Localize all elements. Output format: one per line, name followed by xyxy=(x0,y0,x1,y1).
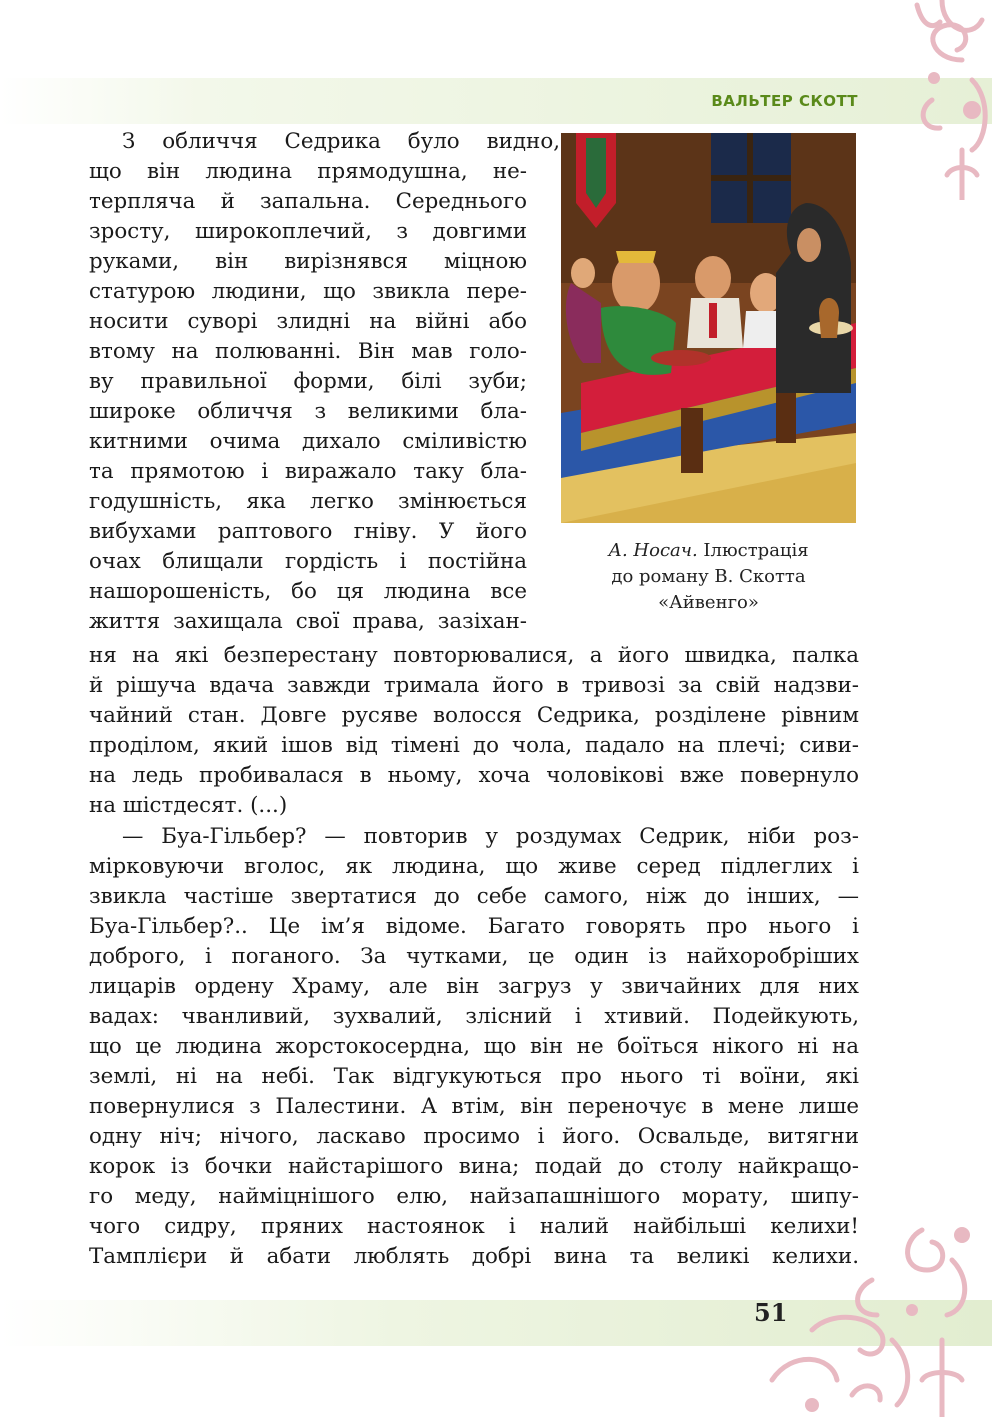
text-line: годушність, яка легко змінюється xyxy=(89,489,527,514)
caption-line-2: до роману В. Скотта xyxy=(611,566,806,587)
text-line: що він людина прямодушна, не- xyxy=(89,159,527,184)
caption-author: А. Носач. xyxy=(608,540,698,561)
text-line: терпляча й запальна. Середнього xyxy=(89,189,527,214)
text-line: зросту, широкоплечий, з довгими xyxy=(89,219,527,244)
text-line: вадах: чванливий, зухвалий, злісний і хтивий. Подейкують, xyxy=(89,1004,859,1029)
text-line: ня на які безперестану повторювалися, а його швидка, палка xyxy=(89,643,859,668)
ornament-bottom-icon xyxy=(752,1220,992,1417)
text-line: чайний стан. Довге русяве волосся Седрика, розділене рівним xyxy=(89,703,859,728)
text-line: корок із бочки найстарішого вина; подай до столу найкращо- xyxy=(89,1154,859,1179)
text-line: Тамплієри й абати люблять добрі вина та великі келихи. xyxy=(89,1244,859,1269)
text-line: лицарів ордену Храму, але він загруз у звичайних для них xyxy=(89,974,859,999)
text-line: й рішуча вдача завжди тримала його в тривозі за свій надзви- xyxy=(89,673,859,698)
text-line: чого сидру, пряних настоянок і налий найбільші келихи! xyxy=(89,1214,859,1239)
text-line: життя захищала свої права, зазіхан- xyxy=(89,609,527,634)
text-line: проділом, який ішов від тімені до чола, падало на плечі; сиви- xyxy=(89,733,859,758)
text-line: землі, ні на небі. Так відгукуються про нього ті воїни, які xyxy=(89,1064,859,1089)
text-line: втому на полюванні. Він мав голо- xyxy=(89,339,527,364)
running-head: ВАЛЬТЕР СКОТТ xyxy=(711,92,858,110)
paragraph-1-narrow xyxy=(89,127,859,637)
text-line: на шістдесят. (...) xyxy=(89,793,288,818)
text-line: доброго, і поганого. За чутками, це один із найхоробріших xyxy=(89,944,859,969)
text-line: та прямотою і виражало таку бла- xyxy=(89,459,527,484)
text-line: Буа-Гільбер?.. Це ім’я відоме. Багато говорять про нього і xyxy=(89,914,859,939)
text-line: звикла частіше звертатися до себе самого, ніж до інших, — xyxy=(89,884,859,909)
paragraph-1-wide xyxy=(89,641,859,821)
text-line: що це людина жорстокосердна, що він не боїться нікого ні на xyxy=(89,1034,859,1059)
caption-line-3: «Айвенго» xyxy=(658,592,759,613)
text-line: нашорошеність, бо ця людина все xyxy=(89,579,527,604)
text-line: очах блищали гордість і постійна xyxy=(89,549,527,574)
page-number: 51 xyxy=(754,1298,788,1327)
text-line: ву правильної форми, білі зуби; xyxy=(89,369,527,394)
text-line: китними очима дихало сміливістю xyxy=(89,429,527,454)
text-line: — Буа-Гільбер? — повторив у роздумах Седрик, ніби роз- xyxy=(122,824,859,849)
text-line: носити суворі злидні на війні або xyxy=(89,309,527,334)
text-line: вибухами раптового гніву. У його xyxy=(89,519,527,544)
paragraph-2 xyxy=(89,822,859,1272)
text-line: повернулися з Палестини. А втім, він переночує в мене лише xyxy=(89,1094,859,1119)
text-line: руками, він вирізнявся міцною xyxy=(89,249,527,274)
text-line: мірковуючи вголос, як людина, що живе серед підлеглих і xyxy=(89,854,859,879)
text-line: З обличчя Седрика було видно, xyxy=(122,129,560,154)
text-line: на ледь пробивалася в ньому, хоча чоловікові вже повернуло xyxy=(89,763,859,788)
text-line: го меду, найміцнішого елю, найзапашнішого морату, шипу- xyxy=(89,1184,859,1209)
text-line: широке обличчя з великими бла- xyxy=(89,399,527,424)
caption-text-1: Ілюстрація xyxy=(697,540,809,561)
text-line: статурою людини, що звикла пере- xyxy=(89,279,527,304)
text-line: одну ніч; нічого, ласкаво просимо і його. Освальде, витягни xyxy=(89,1124,859,1149)
